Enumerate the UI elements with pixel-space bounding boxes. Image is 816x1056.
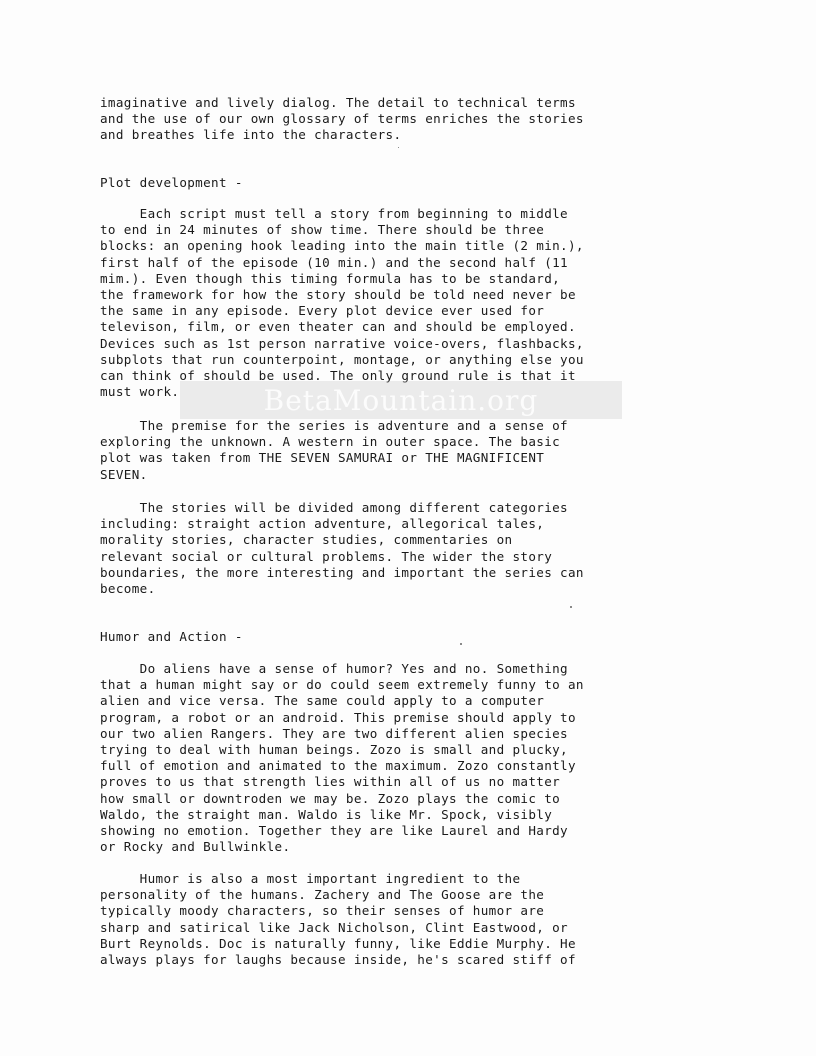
humor-paragraph-2: Humor is also a most important ingredient to the personality of the humans. Zachery and The Goose are the typically moody characters, so their senses of humor are sharp and satirical like Jack Nicholson, Clint Eastwood, or Burt Reynolds. Doc is naturally funny, like Eddie Murphy. He always plays for laughs because inside, he's scared stiff of [100, 871, 576, 968]
watermark-banner [180, 381, 622, 419]
scan-speck [570, 606, 572, 608]
intro-paragraph: imaginative and lively dialog. The detail to technical terms and the use of our own glossary of terms enriches the stories and breathes life into the characters. [100, 95, 584, 143]
plot-development-heading: Plot development - [100, 175, 243, 190]
plot-paragraph-1: Each script must tell a story from beginning to middle to end in 24 minutes of show time. There should be three blocks: an opening hook leading into the main title (2 min.), first half of the episode (10 min.) and the second half (11 mim.). Even though this timing formula has to be standard, the framework for how the story should be told need never be the same in any episode. Every plot device ever used for televison, film, or even theater can and should be employed. Devices such as 1st person narrative voice-overs, flashbacks, subplots that run counterpoint, montage, or anything else you can think of should be used. The only ground rule is that it must work. [100, 206, 584, 400]
watermark-text: BetaMountain.org [263, 383, 539, 417]
humor-paragraph-1: Do aliens have a sense of humor? Yes and no. Something that a human might say or do could seem extremely funny to an alien and vice versa. The same could apply to a computer program, a robot or an android. This premise should apply to our two alien Rangers. They are two different alien species trying to deal with human beings. Zozo is small and plucky, full of emotion and animated to the maximum. Zozo constantly proves to us that strength lies within all of us no matter how small or downtroden we may be. Zozo plays the comic to Waldo, the straight man. Waldo is like Mr. Spock, visibly showing no emotion. Together they are like Laurel and Hardy or Rocky and Bullwinkle. [100, 661, 584, 855]
scan-speck [460, 643, 462, 645]
plot-paragraph-2: The premise for the series is adventure and a sense of exploring the unknown. A western in outer space. The basic plot was taken from THE SEVEN SAMURAI or THE MAGNIFICENT SEVEN. [100, 418, 568, 482]
plot-paragraph-3: The stories will be divided among different categories including: straight action adventure, allegorical tales, morality stories, character studies, commentaries on relevant social or cultural problems. The wider the story boundaries, the more interesting and important the series can become. [100, 500, 584, 597]
humor-action-heading: Humor and Action - [100, 629, 243, 644]
scan-speck [398, 147, 399, 148]
